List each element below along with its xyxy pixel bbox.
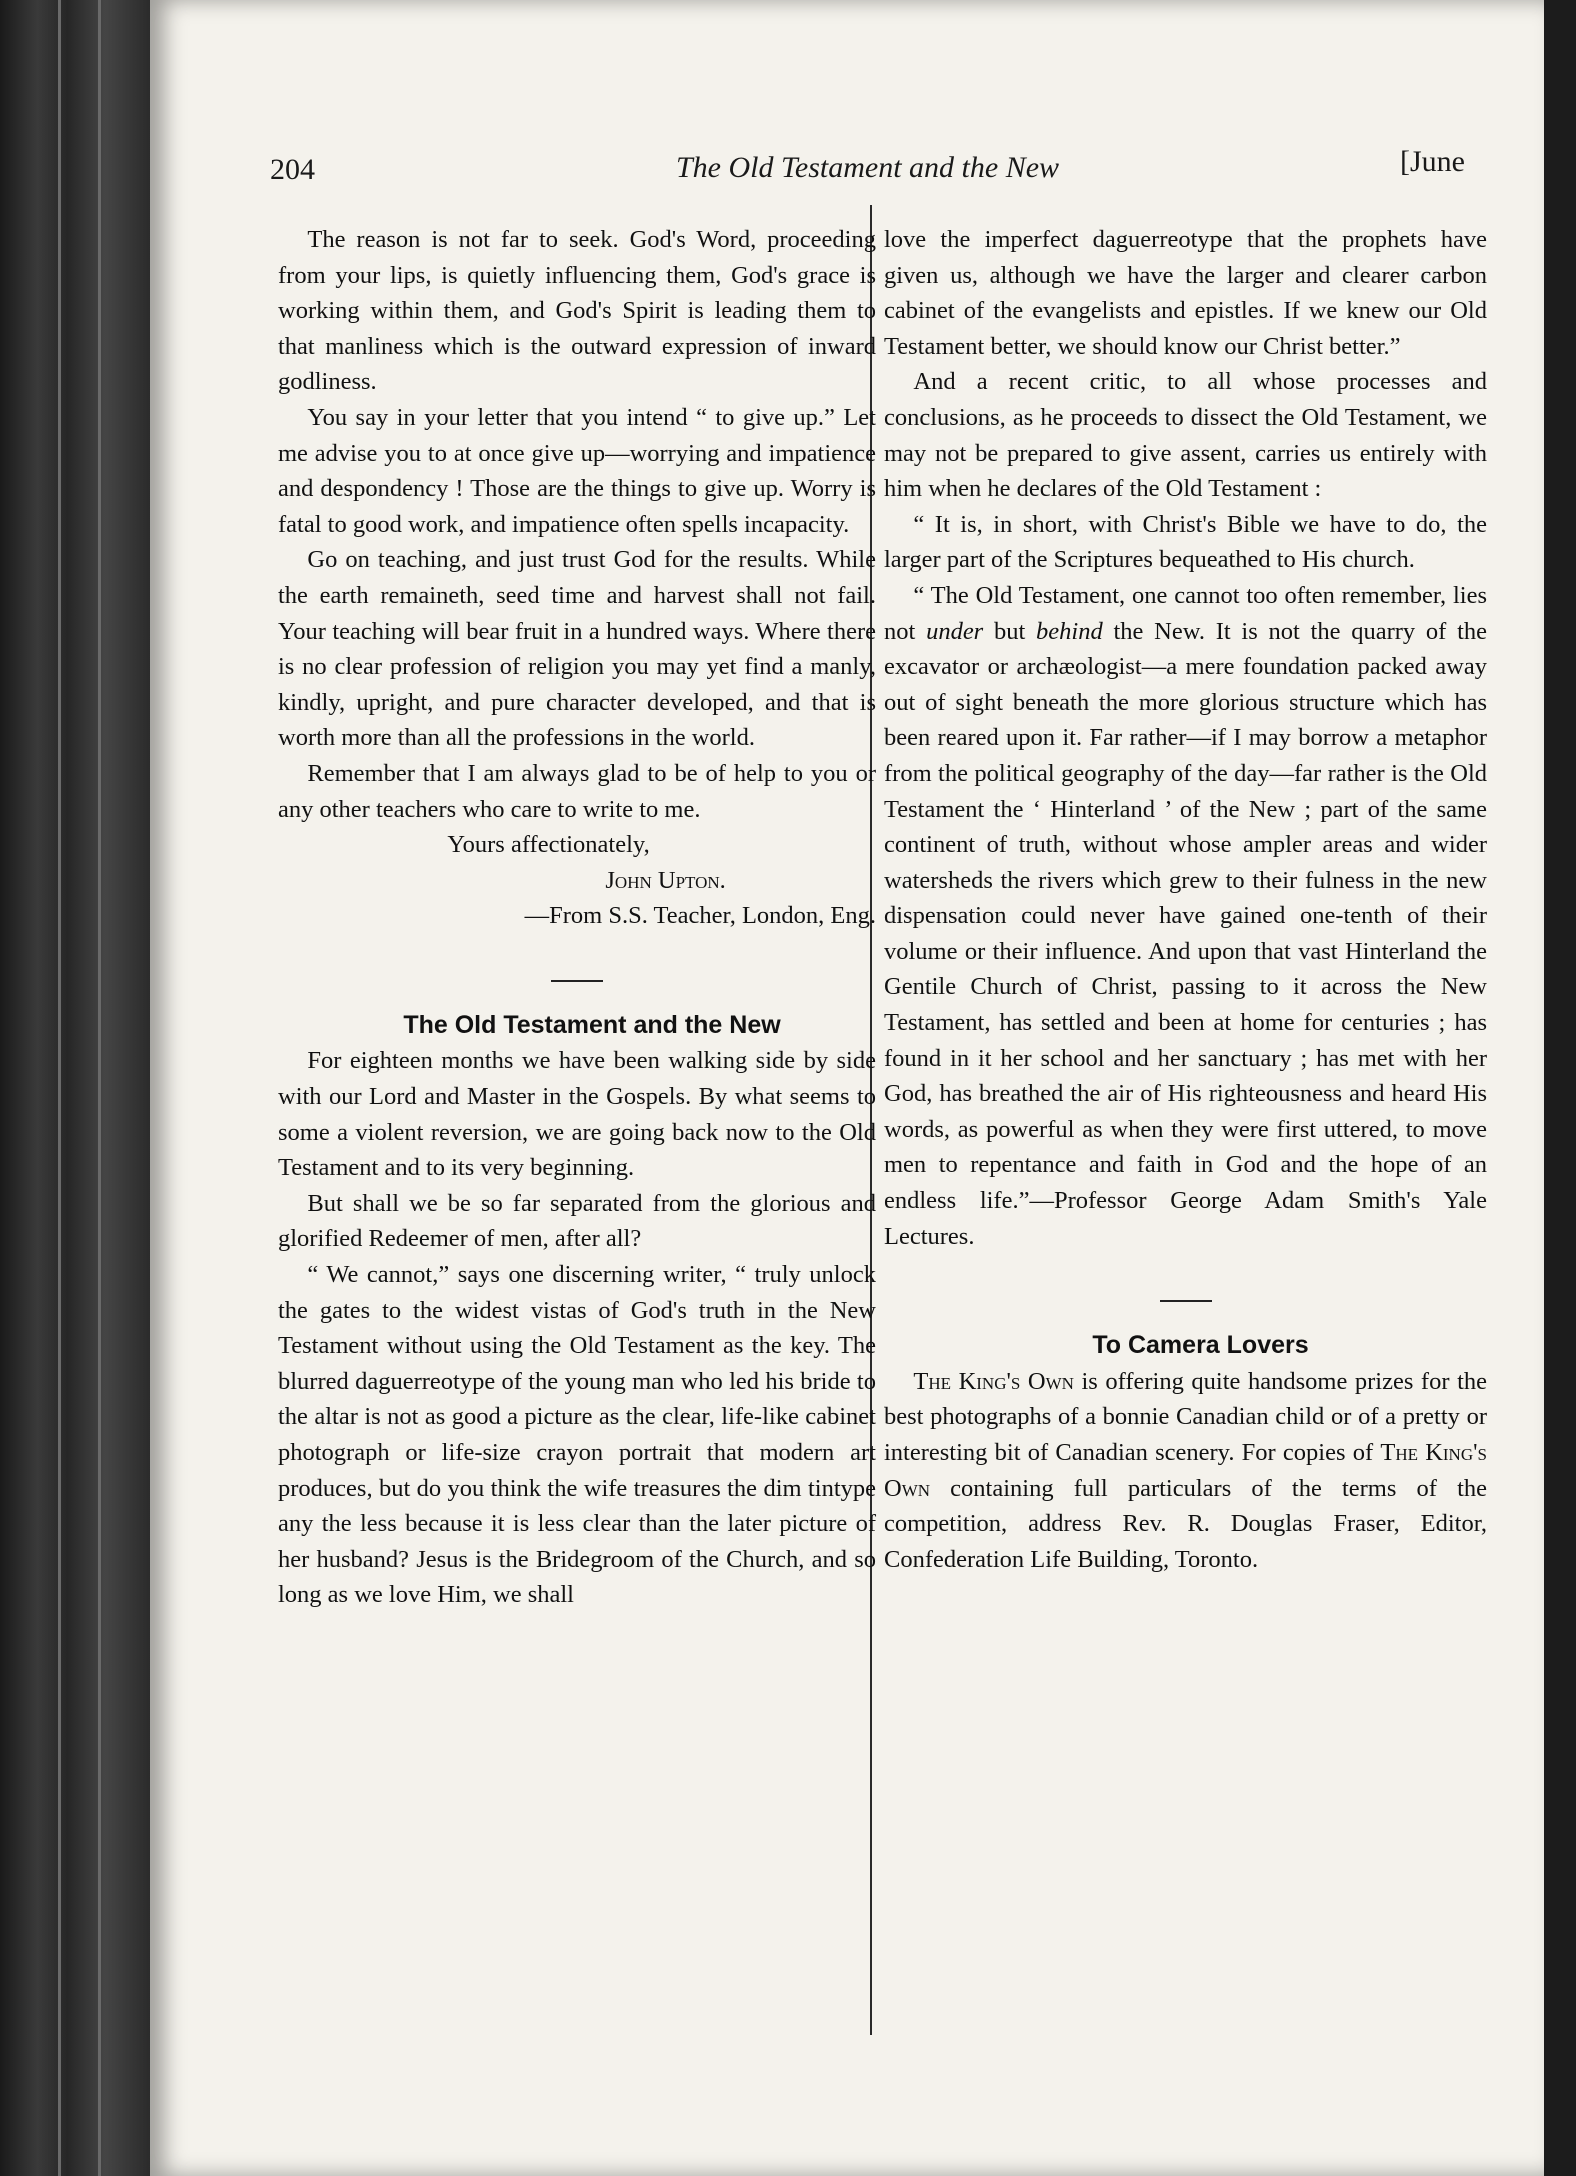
paragraph: Go on teaching, and just trust God for the results. While the earth remaineth, seed time and harvest shall not fail. Your teaching will bear fruit in a hundred ways. Where there is no clear profession of religion you may yet find a manly, kindly, upright, and pure character developed, and that is worth more than all the professions in the world. [278, 546, 876, 752]
paragraph: “ We cannot,” says one discerning writer, “ truly unlock the gates to the widest vistas of God's truth in the New Testament without using the Old Testament as the key. The blurred daguerreotype of the young man who led his bride to the altar is not as good a picture as the clear, life-like cabinet photograph or life-size crayon portrait that modern art produces, but do you think the wife treasures the dim tintype any the less because it is less clear than the later picture of her husband? Jesus is the Bridegroom of the Church, and so long as we love Him, we shall [278, 1261, 876, 1609]
italic-word: behind [1036, 617, 1103, 645]
paragraph [884, 578, 1487, 1254]
section-separator [551, 980, 603, 982]
right-column [884, 222, 1487, 1577]
letter-closing: Yours affectionately, [447, 831, 650, 859]
book-spine [0, 0, 150, 2176]
paragraph: The reason is not far to seek. God's Word, proceeding from your lips, is quietly influencing them, God's grace is working within them, and God's Spirit is leading them to that manliness which is the outward expression of inward godliness. [278, 226, 876, 396]
text-run: containing full particulars of the terms of the competition, address Rev. R. Douglas Fraser, Editor, Confederation Life Building, Toronto. [884, 1474, 1487, 1573]
text-run: but [983, 617, 1037, 645]
letter-signature: John Upton. [605, 866, 726, 894]
section-separator [1160, 1300, 1212, 1302]
paragraph: love the imperfect daguerreotype that the prophets have given us, although we have the larger and clearer carbon cabinet of the evangelists and epistles. If we knew our Old Testament better, we should know our Christ better.” [884, 226, 1487, 360]
page-number: 204 [270, 153, 315, 186]
running-header [270, 145, 1465, 193]
article-heading: To Camera Lovers [1092, 1331, 1309, 1360]
page-edge-line [98, 0, 101, 2176]
paragraph [884, 1364, 1487, 1578]
text-run: is offering quite handsome prizes for the best photographs of a bonnie Canadian child or of a pretty or interesting bit of Canadian scenery. For copies of [884, 1367, 1487, 1466]
running-title: The Old Testament and the New [675, 151, 1060, 184]
publication-name: The King's Own [884, 1439, 1487, 1502]
paragraph: You say in your letter that you intend “ to give up.” Let me advise you to at once give up—worrying and impatience and despondency ! Those are the things to give up. Worry is fatal to good work, and impatience often spells incapacity. [278, 403, 876, 538]
left-column [278, 222, 876, 1613]
paragraph: Remember that I am always glad to be of help to you or any other teachers who care to write to me. [278, 759, 876, 823]
publication-name: The King's Own [913, 1367, 1074, 1395]
paragraph: But shall we be so far separated from the glorious and glorified Redeemer of men, after all? [278, 1189, 876, 1253]
text-run: the New. It is not the quarry of the excavator or archæologist—a mere foundation packed away out of sight beneath the more glorious structure which has been reared upon it. Far rather—if I may borrow a metaphor from the political geography of the day—far rather is the Old Testament the ‘ Hinterland ’ of the New ; part of the same continent of truth, without whose ampler areas and wider watersheds the rivers which grew to their fulness in the new dispensation could never have gained one-tenth of their volume or their influence. And upon that vast Hinterland the Gentile Church of Christ, passing to it across the New Testament, has settled and been at home for centuries ; has found in it her school and her sanctuary ; has met with her God, has breathed the air of His righteousness and heard His words, as powerful as when they were first uttered, to move men to repentance and faith in God and the hope of an endless life.”—Professor George Adam Smith's Yale Lectures. [884, 617, 1488, 1250]
paragraph: For eighteen months we have been walking side by side with our Lord and Master in the Gospels. By what seems to some a violent reversion, we are going back now to the Old Testament and to its very beginning. [278, 1047, 876, 1182]
paragraph: “ It is, in short, with Christ's Bible we have to do, the larger part of the Scriptures bequeathed to His church. [884, 510, 1487, 574]
source-credit: —From S.S. Teacher, London, Eng. [524, 902, 876, 930]
header-month: [June [1400, 145, 1465, 178]
italic-word: under [926, 617, 984, 645]
page-edge-line [58, 0, 61, 2176]
book-edge-right [1544, 0, 1576, 2176]
text-run: “ The Old Testament, one cannot too often remember, lies not [884, 581, 1487, 645]
article-heading: The Old Testament and the New [403, 1010, 781, 1039]
paragraph: And a recent critic, to all whose processes and conclusions, as he proceeds to dissect the Old Testament, we may not be prepared to give assent, carries us entirely with him when he declares of the Old Testament : [884, 368, 1487, 503]
